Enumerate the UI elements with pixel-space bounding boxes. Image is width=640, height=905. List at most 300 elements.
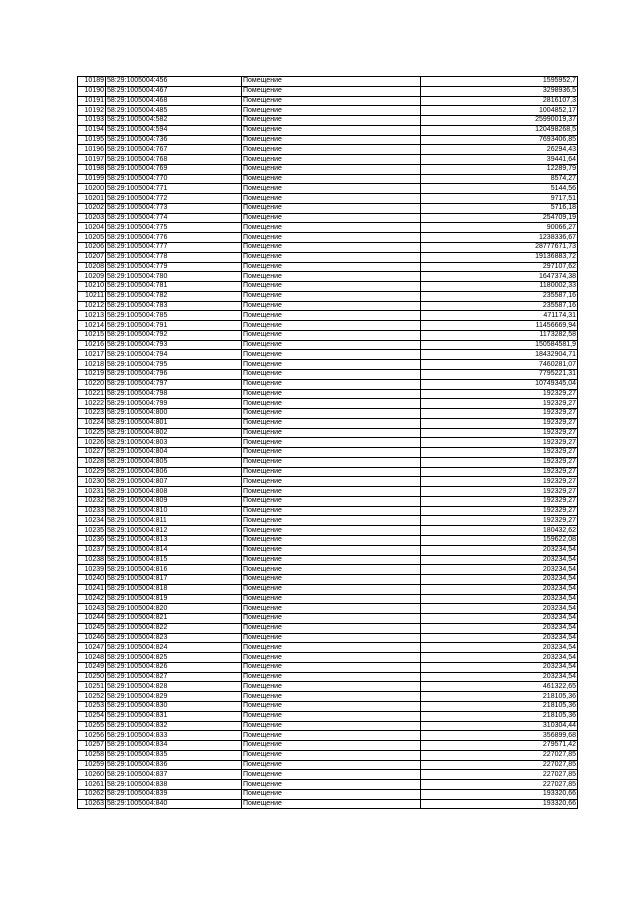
object-type-cell: Помещение xyxy=(242,301,421,311)
value-cell: 120498268,5 xyxy=(421,125,578,135)
table-row xyxy=(78,106,578,116)
value-cell: 9717,51 xyxy=(421,194,578,204)
table-row xyxy=(78,213,578,223)
cadastral-number-cell: 58:29:1005004:811 xyxy=(106,516,242,526)
object-type-cell: Помещение xyxy=(242,369,421,379)
cadastral-number-cell: 58:29:1005004:829 xyxy=(106,692,242,702)
value-cell: 203234,54 xyxy=(421,594,578,604)
cadastral-number-cell: 58:29:1005004:582 xyxy=(106,116,242,126)
table-row xyxy=(78,731,578,741)
table-row xyxy=(78,711,578,721)
row-number-cell: 10230 xyxy=(78,477,106,487)
table-row xyxy=(78,789,578,799)
object-type-cell: Помещение xyxy=(242,174,421,184)
value-cell: 192329,27 xyxy=(421,428,578,438)
row-number-cell: 10221 xyxy=(78,389,106,399)
value-cell: 26294,43 xyxy=(421,145,578,155)
row-number-cell: 10235 xyxy=(78,526,106,536)
object-type-cell: Помещение xyxy=(242,711,421,721)
cadastral-number-cell: 58:29:1005004:830 xyxy=(106,702,242,712)
table-row xyxy=(78,164,578,174)
object-type-cell: Помещение xyxy=(242,330,421,340)
table-row xyxy=(78,457,578,467)
row-number-cell: 10256 xyxy=(78,731,106,741)
row-number-cell: 10192 xyxy=(78,106,106,116)
value-cell: 192329,27 xyxy=(421,457,578,467)
cadastral-number-cell: 58:29:1005004:808 xyxy=(106,487,242,497)
cadastral-number-cell: 58:29:1005004:594 xyxy=(106,125,242,135)
cadastral-number-cell: 58:29:1005004:820 xyxy=(106,604,242,614)
cadastral-number-cell: 58:29:1005004:833 xyxy=(106,731,242,741)
cadastral-number-cell: 58:29:1005004:774 xyxy=(106,213,242,223)
object-type-cell: Помещение xyxy=(242,662,421,672)
value-cell: 5144,56 xyxy=(421,184,578,194)
object-type-cell: Помещение xyxy=(242,799,421,809)
row-number-cell: 10245 xyxy=(78,623,106,633)
cadastral-number-cell: 58:29:1005004:794 xyxy=(106,350,242,360)
table-row xyxy=(78,125,578,135)
object-type-cell: Помещение xyxy=(242,194,421,204)
cadastral-number-cell: 58:29:1005004:817 xyxy=(106,575,242,585)
value-cell: 3298936,5 xyxy=(421,86,578,96)
value-cell: 203234,54 xyxy=(421,614,578,624)
table-row xyxy=(78,526,578,536)
object-type-cell: Помещение xyxy=(242,467,421,477)
row-number-cell: 10243 xyxy=(78,604,106,614)
value-cell: 461322,65 xyxy=(421,682,578,692)
object-type-cell: Помещение xyxy=(242,457,421,467)
table-row xyxy=(78,672,578,682)
row-number-cell: 10213 xyxy=(78,311,106,321)
cadastral-number-cell: 58:29:1005004:818 xyxy=(106,584,242,594)
value-cell: 1238336,67 xyxy=(421,233,578,243)
table-row xyxy=(78,379,578,389)
cadastral-number-cell: 58:29:1005004:773 xyxy=(106,203,242,213)
value-cell: 192329,27 xyxy=(421,467,578,477)
row-number-cell: 10214 xyxy=(78,321,106,331)
table-row xyxy=(78,760,578,770)
object-type-cell: Помещение xyxy=(242,535,421,545)
value-cell: 192329,27 xyxy=(421,487,578,497)
object-type-cell: Помещение xyxy=(242,623,421,633)
table-row xyxy=(78,116,578,126)
row-number-cell: 10204 xyxy=(78,223,106,233)
row-number-cell: 10227 xyxy=(78,448,106,458)
table-row xyxy=(78,565,578,575)
object-type-cell: Помещение xyxy=(242,555,421,565)
table-row xyxy=(78,682,578,692)
row-number-cell: 10241 xyxy=(78,584,106,594)
row-number-cell: 10250 xyxy=(78,672,106,682)
cadastral-number-cell: 58:29:1005004:810 xyxy=(106,506,242,516)
value-cell: 203234,54 xyxy=(421,565,578,575)
table-row xyxy=(78,184,578,194)
table-row xyxy=(78,741,578,751)
cadastral-number-cell: 58:29:1005004:792 xyxy=(106,330,242,340)
value-cell: 254709,19 xyxy=(421,213,578,223)
object-type-cell: Помещение xyxy=(242,477,421,487)
row-number-cell: 10263 xyxy=(78,799,106,809)
table-row xyxy=(78,243,578,253)
table-row xyxy=(78,487,578,497)
value-cell: 297107,62 xyxy=(421,262,578,272)
cadastral-number-cell: 58:29:1005004:839 xyxy=(106,789,242,799)
value-cell: 192329,27 xyxy=(421,496,578,506)
object-type-cell: Помещение xyxy=(242,506,421,516)
row-number-cell: 10196 xyxy=(78,145,106,155)
row-number-cell: 10216 xyxy=(78,340,106,350)
object-type-cell: Помещение xyxy=(242,321,421,331)
object-type-cell: Помещение xyxy=(242,399,421,409)
cadastral-number-cell: 58:29:1005004:838 xyxy=(106,780,242,790)
object-type-cell: Помещение xyxy=(242,770,421,780)
cadastral-number-cell: 58:29:1005004:468 xyxy=(106,96,242,106)
row-number-cell: 10238 xyxy=(78,555,106,565)
object-type-cell: Помещение xyxy=(242,614,421,624)
object-type-cell: Помещение xyxy=(242,741,421,751)
object-type-cell: Помещение xyxy=(242,379,421,389)
row-number-cell: 10258 xyxy=(78,750,106,760)
value-cell: 203234,54 xyxy=(421,643,578,653)
value-cell: 8574,27 xyxy=(421,174,578,184)
value-cell: 1004852,17 xyxy=(421,106,578,116)
cadastral-number-cell: 58:29:1005004:814 xyxy=(106,545,242,555)
object-type-cell: Помещение xyxy=(242,789,421,799)
value-cell: 7460281,07 xyxy=(421,360,578,370)
value-cell: 192329,27 xyxy=(421,418,578,428)
row-number-cell: 10202 xyxy=(78,203,106,213)
object-type-cell: Помещение xyxy=(242,731,421,741)
table-row xyxy=(78,448,578,458)
object-type-cell: Помещение xyxy=(242,116,421,126)
value-cell: 203234,54 xyxy=(421,555,578,565)
cadastral-number-cell: 58:29:1005004:782 xyxy=(106,291,242,301)
row-number-cell: 10259 xyxy=(78,760,106,770)
value-cell: 218105,36 xyxy=(421,692,578,702)
value-cell: 192329,27 xyxy=(421,516,578,526)
object-type-cell: Помещение xyxy=(242,360,421,370)
value-cell: 5716,18 xyxy=(421,203,578,213)
row-number-cell: 10255 xyxy=(78,721,106,731)
object-type-cell: Помещение xyxy=(242,604,421,614)
object-type-cell: Помещение xyxy=(242,653,421,663)
value-cell: 180432,62 xyxy=(421,526,578,536)
object-type-cell: Помещение xyxy=(242,565,421,575)
table-row xyxy=(78,555,578,565)
table-row xyxy=(78,604,578,614)
cadastral-number-cell: 58:29:1005004:805 xyxy=(106,457,242,467)
row-number-cell: 10233 xyxy=(78,506,106,516)
table-row xyxy=(78,770,578,780)
object-type-cell: Помещение xyxy=(242,282,421,292)
table-row xyxy=(78,721,578,731)
cadastral-number-cell: 58:29:1005004:826 xyxy=(106,662,242,672)
object-type-cell: Помещение xyxy=(242,594,421,604)
cadastral-number-cell: 58:29:1005004:831 xyxy=(106,711,242,721)
row-number-cell: 10220 xyxy=(78,379,106,389)
value-cell: 18432904,71 xyxy=(421,350,578,360)
value-cell: 150584581,9 xyxy=(421,340,578,350)
value-cell: 193320,66 xyxy=(421,799,578,809)
value-cell: 227027,85 xyxy=(421,760,578,770)
table-row xyxy=(78,174,578,184)
cadastral-number-cell: 58:29:1005004:836 xyxy=(106,760,242,770)
object-type-cell: Помещение xyxy=(242,526,421,536)
row-number-cell: 10203 xyxy=(78,213,106,223)
object-type-cell: Помещение xyxy=(242,203,421,213)
cadastral-number-cell: 58:29:1005004:824 xyxy=(106,643,242,653)
cadastral-number-cell: 58:29:1005004:783 xyxy=(106,301,242,311)
row-number-cell: 10244 xyxy=(78,614,106,624)
table-row xyxy=(78,145,578,155)
property-table xyxy=(77,76,578,809)
value-cell: 471174,31 xyxy=(421,311,578,321)
cadastral-number-cell: 58:29:1005004:821 xyxy=(106,614,242,624)
object-type-cell: Помещение xyxy=(242,702,421,712)
object-type-cell: Помещение xyxy=(242,633,421,643)
object-type-cell: Помещение xyxy=(242,780,421,790)
cadastral-number-cell: 58:29:1005004:780 xyxy=(106,272,242,282)
row-number-cell: 10208 xyxy=(78,262,106,272)
row-number-cell: 10246 xyxy=(78,633,106,643)
row-number-cell: 10198 xyxy=(78,164,106,174)
table-row xyxy=(78,330,578,340)
table-row xyxy=(78,535,578,545)
object-type-cell: Помещение xyxy=(242,487,421,497)
cadastral-number-cell: 58:29:1005004:769 xyxy=(106,164,242,174)
value-cell: 10749345,04 xyxy=(421,379,578,389)
table-row xyxy=(78,233,578,243)
row-number-cell: 10249 xyxy=(78,662,106,672)
object-type-cell: Помещение xyxy=(242,692,421,702)
table-row xyxy=(78,438,578,448)
row-number-cell: 10254 xyxy=(78,711,106,721)
cadastral-number-cell: 58:29:1005004:840 xyxy=(106,799,242,809)
cadastral-number-cell: 58:29:1005004:781 xyxy=(106,282,242,292)
table-row xyxy=(78,301,578,311)
cadastral-number-cell: 58:29:1005004:770 xyxy=(106,174,242,184)
cadastral-number-cell: 58:29:1005004:771 xyxy=(106,184,242,194)
table-row xyxy=(78,252,578,262)
cadastral-number-cell: 58:29:1005004:779 xyxy=(106,262,242,272)
table-row xyxy=(78,477,578,487)
object-type-cell: Помещение xyxy=(242,760,421,770)
table-row xyxy=(78,418,578,428)
object-type-cell: Помещение xyxy=(242,389,421,399)
object-type-cell: Помещение xyxy=(242,575,421,585)
value-cell: 1647374,38 xyxy=(421,272,578,282)
value-cell: 7693406,85 xyxy=(421,135,578,145)
table-row xyxy=(78,194,578,204)
value-cell: 218105,36 xyxy=(421,702,578,712)
object-type-cell: Помещение xyxy=(242,243,421,253)
table-row xyxy=(78,702,578,712)
row-number-cell: 10218 xyxy=(78,360,106,370)
table-row xyxy=(78,467,578,477)
object-type-cell: Помещение xyxy=(242,418,421,428)
cadastral-number-cell: 58:29:1005004:467 xyxy=(106,86,242,96)
row-number-cell: 10207 xyxy=(78,252,106,262)
table-row xyxy=(78,311,578,321)
object-type-cell: Помещение xyxy=(242,350,421,360)
cadastral-number-cell: 58:29:1005004:485 xyxy=(106,106,242,116)
row-number-cell: 10262 xyxy=(78,789,106,799)
table-row xyxy=(78,623,578,633)
cadastral-number-cell: 58:29:1005004:827 xyxy=(106,672,242,682)
table-row xyxy=(78,653,578,663)
value-cell: 203234,54 xyxy=(421,623,578,633)
row-number-cell: 10253 xyxy=(78,702,106,712)
cadastral-number-cell: 58:29:1005004:832 xyxy=(106,721,242,731)
cadastral-number-cell: 58:29:1005004:801 xyxy=(106,418,242,428)
object-type-cell: Помещение xyxy=(242,164,421,174)
value-cell: 203234,54 xyxy=(421,584,578,594)
row-number-cell: 10193 xyxy=(78,116,106,126)
value-cell: 7795221,31 xyxy=(421,369,578,379)
object-type-cell: Помещение xyxy=(242,311,421,321)
row-number-cell: 10210 xyxy=(78,282,106,292)
cadastral-number-cell: 58:29:1005004:777 xyxy=(106,243,242,253)
cadastral-number-cell: 58:29:1005004:800 xyxy=(106,409,242,419)
row-number-cell: 10226 xyxy=(78,438,106,448)
row-number-cell: 10260 xyxy=(78,770,106,780)
object-type-cell: Помещение xyxy=(242,223,421,233)
object-type-cell: Помещение xyxy=(242,672,421,682)
value-cell: 203234,54 xyxy=(421,545,578,555)
object-type-cell: Помещение xyxy=(242,496,421,506)
cadastral-number-cell: 58:29:1005004:803 xyxy=(106,438,242,448)
object-type-cell: Помещение xyxy=(242,409,421,419)
table-row xyxy=(78,633,578,643)
cadastral-number-cell: 58:29:1005004:775 xyxy=(106,223,242,233)
cadastral-number-cell: 58:29:1005004:768 xyxy=(106,155,242,165)
cadastral-number-cell: 58:29:1005004:791 xyxy=(106,321,242,331)
value-cell: 203234,54 xyxy=(421,575,578,585)
row-number-cell: 10191 xyxy=(78,96,106,106)
object-type-cell: Помещение xyxy=(242,213,421,223)
object-type-cell: Помещение xyxy=(242,184,421,194)
value-cell: 203234,54 xyxy=(421,653,578,663)
row-number-cell: 10222 xyxy=(78,399,106,409)
value-cell: 218105,36 xyxy=(421,711,578,721)
cadastral-number-cell: 58:29:1005004:825 xyxy=(106,653,242,663)
row-number-cell: 10240 xyxy=(78,575,106,585)
table-row xyxy=(78,389,578,399)
value-cell: 203234,54 xyxy=(421,672,578,682)
cadastral-number-cell: 58:29:1005004:822 xyxy=(106,623,242,633)
object-type-cell: Помещение xyxy=(242,125,421,135)
value-cell: 12289,79 xyxy=(421,164,578,174)
cadastral-number-cell: 58:29:1005004:812 xyxy=(106,526,242,536)
object-type-cell: Помещение xyxy=(242,96,421,106)
table-row xyxy=(78,369,578,379)
row-number-cell: 10232 xyxy=(78,496,106,506)
table-row xyxy=(78,272,578,282)
row-number-cell: 10229 xyxy=(78,467,106,477)
object-type-cell: Помещение xyxy=(242,106,421,116)
object-type-cell: Помещение xyxy=(242,155,421,165)
object-type-cell: Помещение xyxy=(242,448,421,458)
row-number-cell: 10217 xyxy=(78,350,106,360)
value-cell: 192329,27 xyxy=(421,399,578,409)
value-cell: 192329,27 xyxy=(421,409,578,419)
cadastral-number-cell: 58:29:1005004:778 xyxy=(106,252,242,262)
row-number-cell: 10209 xyxy=(78,272,106,282)
value-cell: 1180002,33 xyxy=(421,282,578,292)
row-number-cell: 10194 xyxy=(78,125,106,135)
cadastral-number-cell: 58:29:1005004:799 xyxy=(106,399,242,409)
object-type-cell: Помещение xyxy=(242,135,421,145)
table-row xyxy=(78,799,578,809)
row-number-cell: 10201 xyxy=(78,194,106,204)
value-cell: 25990019,37 xyxy=(421,116,578,126)
table-row xyxy=(78,409,578,419)
row-number-cell: 10231 xyxy=(78,487,106,497)
object-type-cell: Помещение xyxy=(242,233,421,243)
value-cell: 2816107,3 xyxy=(421,96,578,106)
table-body xyxy=(78,77,578,809)
table-row xyxy=(78,340,578,350)
value-cell: 192329,27 xyxy=(421,389,578,399)
table-row xyxy=(78,575,578,585)
row-number-cell: 10211 xyxy=(78,291,106,301)
table-row xyxy=(78,750,578,760)
value-cell: 19136883,72 xyxy=(421,252,578,262)
value-cell: 192329,27 xyxy=(421,438,578,448)
value-cell: 203234,54 xyxy=(421,604,578,614)
row-number-cell: 10215 xyxy=(78,330,106,340)
cadastral-number-cell: 58:29:1005004:772 xyxy=(106,194,242,204)
table-row xyxy=(78,428,578,438)
value-cell: 279571,42 xyxy=(421,741,578,751)
cadastral-number-cell: 58:29:1005004:776 xyxy=(106,233,242,243)
value-cell: 159622,08 xyxy=(421,535,578,545)
value-cell: 90066,27 xyxy=(421,223,578,233)
row-number-cell: 10197 xyxy=(78,155,106,165)
row-number-cell: 10206 xyxy=(78,243,106,253)
cadastral-number-cell: 58:29:1005004:793 xyxy=(106,340,242,350)
value-cell: 1595952,7 xyxy=(421,77,578,87)
cadastral-number-cell: 58:29:1005004:798 xyxy=(106,389,242,399)
value-cell: 193320,66 xyxy=(421,789,578,799)
row-number-cell: 10190 xyxy=(78,86,106,96)
cadastral-number-cell: 58:29:1005004:795 xyxy=(106,360,242,370)
object-type-cell: Помещение xyxy=(242,682,421,692)
row-number-cell: 10225 xyxy=(78,428,106,438)
cadastral-number-cell: 58:29:1005004:809 xyxy=(106,496,242,506)
table-row xyxy=(78,282,578,292)
cadastral-number-cell: 58:29:1005004:828 xyxy=(106,682,242,692)
document-page xyxy=(77,76,575,809)
object-type-cell: Помещение xyxy=(242,438,421,448)
table-row xyxy=(78,780,578,790)
row-number-cell: 10251 xyxy=(78,682,106,692)
cadastral-number-cell: 58:29:1005004:834 xyxy=(106,741,242,751)
object-type-cell: Помещение xyxy=(242,145,421,155)
object-type-cell: Помещение xyxy=(242,584,421,594)
cadastral-number-cell: 58:29:1005004:816 xyxy=(106,565,242,575)
row-number-cell: 10228 xyxy=(78,457,106,467)
table-row xyxy=(78,584,578,594)
row-number-cell: 10252 xyxy=(78,692,106,702)
table-row xyxy=(78,545,578,555)
table-row xyxy=(78,614,578,624)
value-cell: 310304,44 xyxy=(421,721,578,731)
table-row xyxy=(78,692,578,702)
table-row xyxy=(78,291,578,301)
table-row xyxy=(78,662,578,672)
value-cell: 203234,54 xyxy=(421,633,578,643)
